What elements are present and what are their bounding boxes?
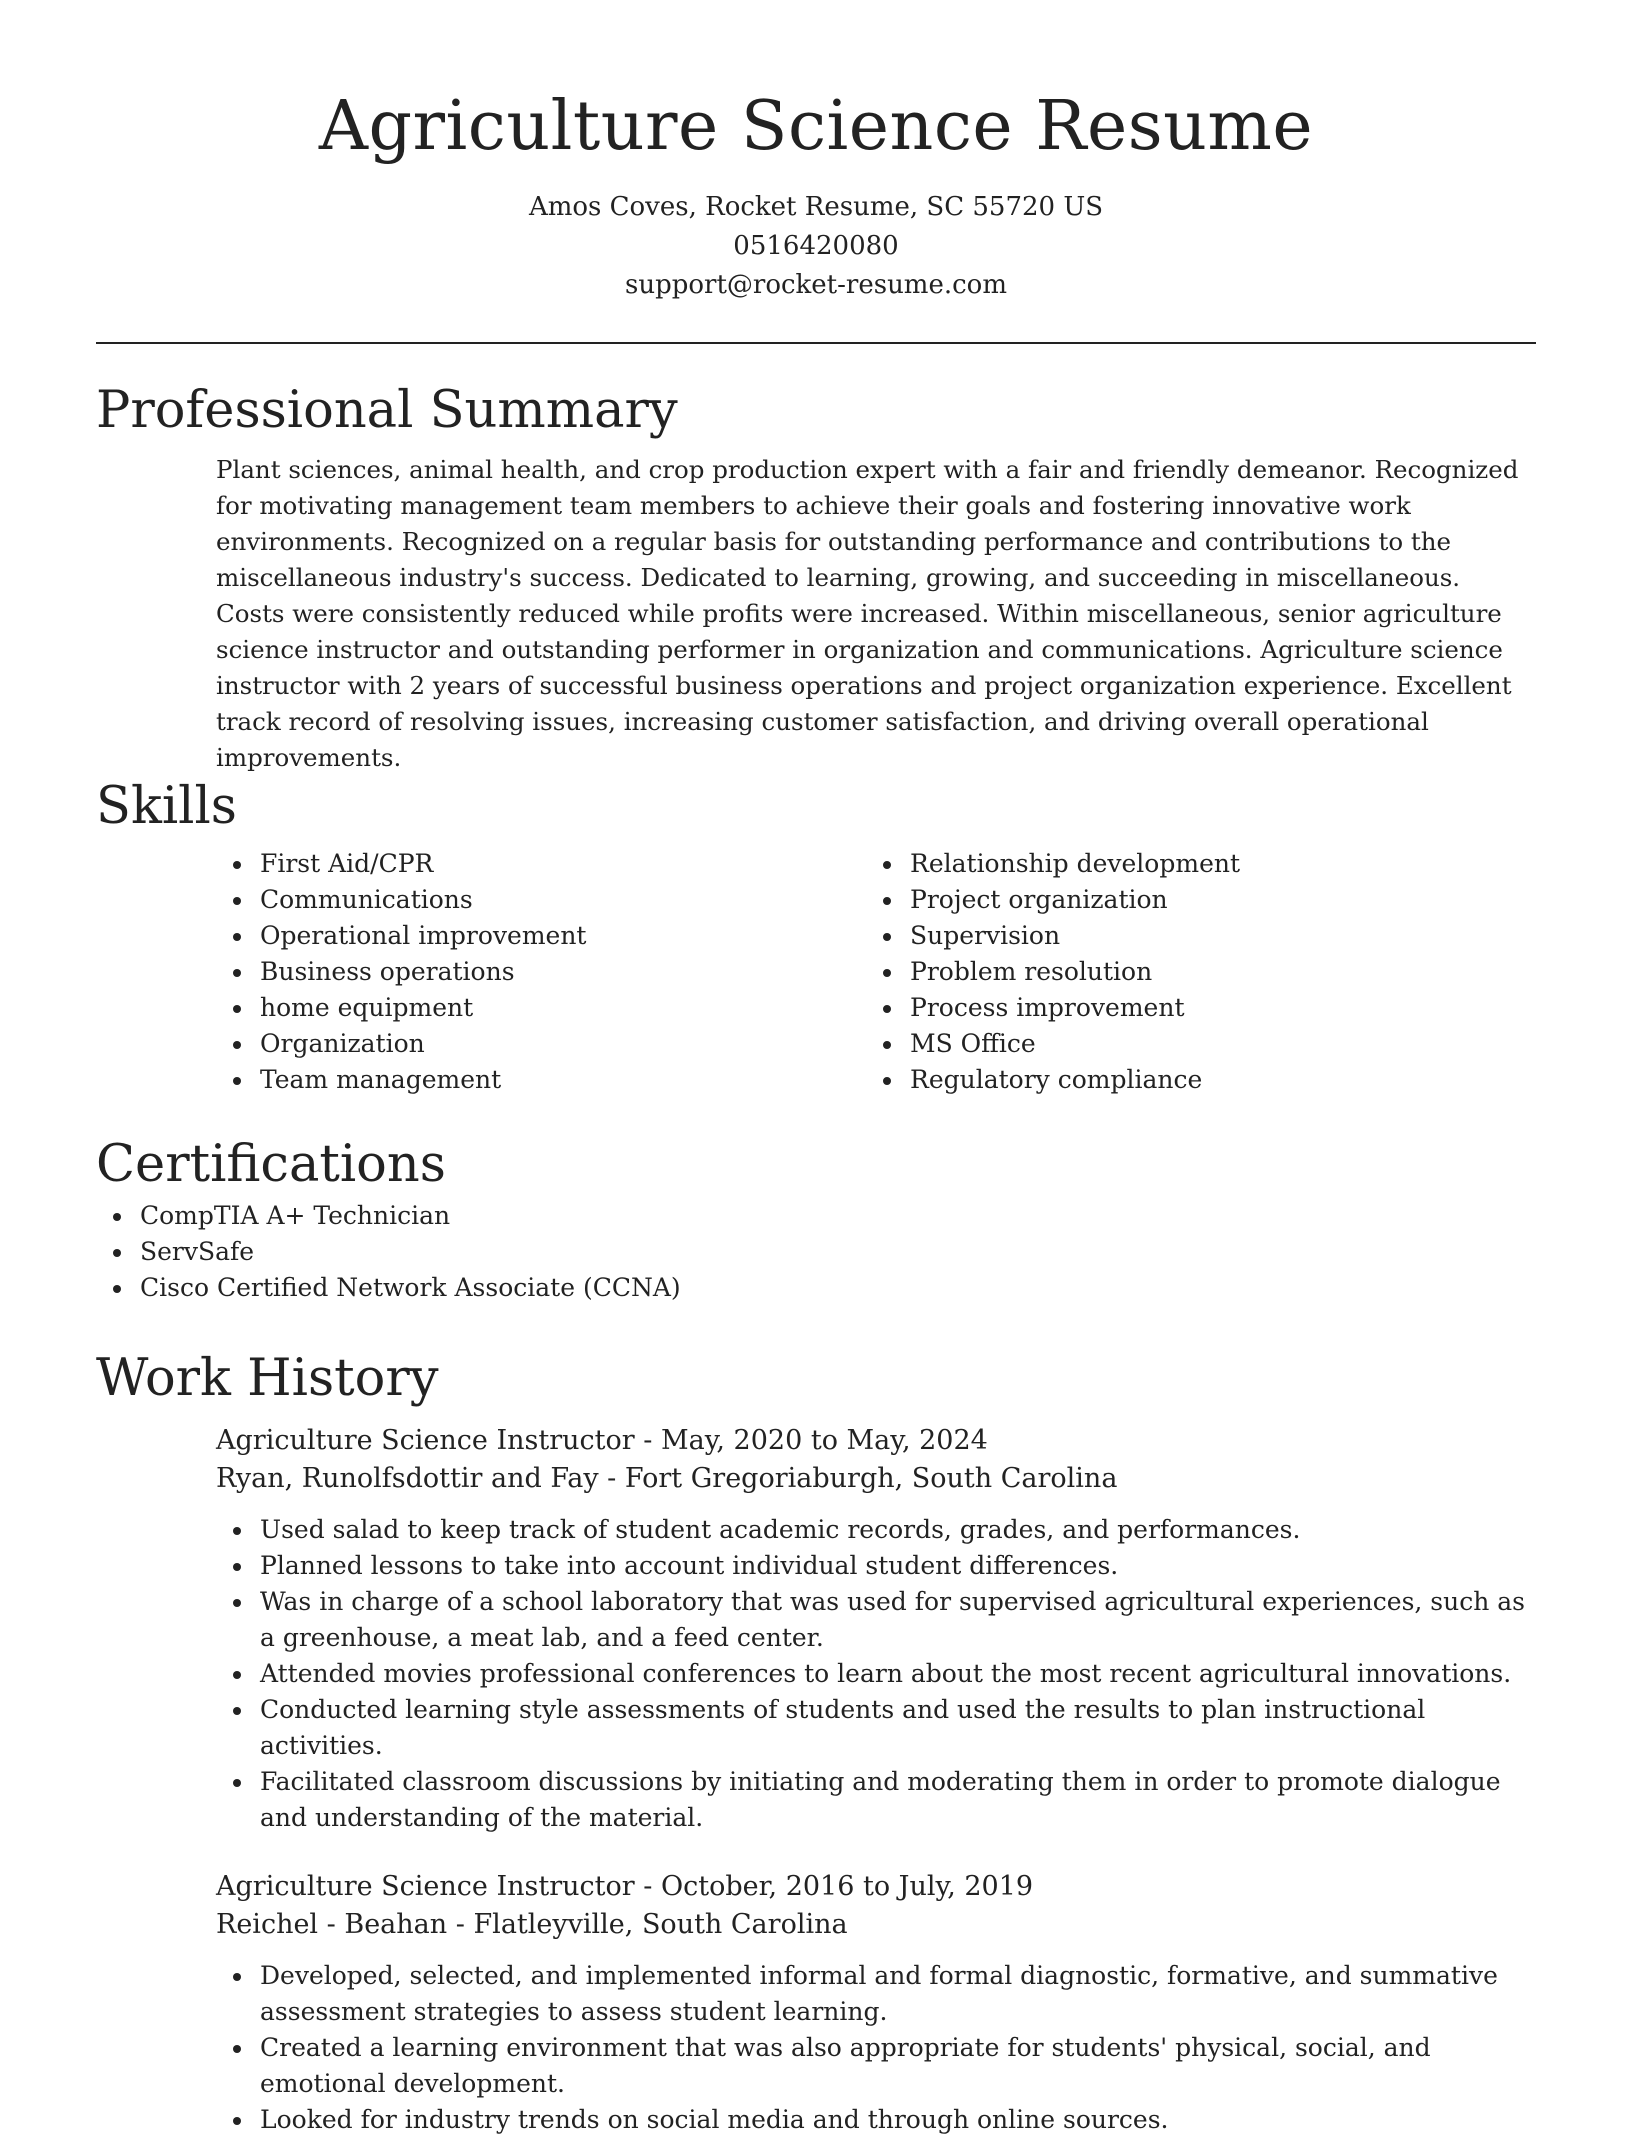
job-duties-list (216, 1958, 1536, 2138)
contact-email: support@rocket-resume.com (624, 270, 1007, 300)
skills-list-right (866, 846, 1516, 1098)
work-history-section (96, 1346, 1536, 2138)
skill-item: Relationship development (866, 846, 1516, 882)
certifications-heading: Certifications (96, 1135, 446, 1194)
job-duty: Was in charge of a school laboratory that was used for supervised agricultural experiences, such as a greenhouse, a meat lab, and a feed center. (216, 1584, 1536, 1656)
skills-list-left (216, 846, 866, 1098)
job-title: Agriculture Science Instructor (216, 1871, 635, 1902)
certification-item: Cisco Certified Network Associate (CCNA) (96, 1270, 1536, 1306)
certifications-section (96, 1132, 1536, 1306)
skill-item: Team management (216, 1062, 866, 1098)
skills-section (96, 774, 1536, 1098)
job-entry (216, 1422, 1536, 1836)
skill-item: Communications (216, 882, 866, 918)
skill-item: home equipment (216, 990, 866, 1026)
job-company: Ryan, Runolfsdottir and Fay (216, 1463, 599, 1494)
skill-item: Process improvement (866, 990, 1516, 1026)
job-company: Reichel - Beahan (216, 1909, 448, 1940)
job-duty: Facilitated classroom discussions by initiating and moderating them in order to promote dialogue and understanding of the material. (216, 1764, 1536, 1836)
job-company-line: Ryan, Runolfsdottir and Fay - Fort Gregoriaburgh, South Carolina (216, 1463, 1118, 1494)
skill-item: Supervision (866, 918, 1516, 954)
skill-item: Business operations (216, 954, 866, 990)
job-dates: May, 2020 to May, 2024 (660, 1425, 988, 1456)
job-duty: Conducted learning style assessments of students and used the results to plan instructional activities. (216, 1692, 1536, 1764)
job-duty: Looked for industry trends on social media and through online sources. (216, 2102, 1536, 2138)
resume-title: Agriculture Science Resume (318, 87, 1314, 166)
skill-item: Regulatory compliance (866, 1062, 1516, 1098)
header-divider (96, 342, 1536, 344)
skills-heading: Skills (96, 777, 237, 836)
job-duty: Attended movies professional conferences to learn about the most recent agricultural innovations. (216, 1656, 1536, 1692)
job-title: Agriculture Science Instructor (216, 1425, 635, 1456)
job-entry (216, 1868, 1536, 2138)
skill-item: Operational improvement (216, 918, 866, 954)
job-duty: Used salad to keep track of student academic records, grades, and performances. (216, 1512, 1536, 1548)
job-title-line: Agriculture Science Instructor - May, 2020 to May, 2024 (216, 1425, 988, 1456)
contact-address: Amos Coves, Rocket Resume, SC 55720 US (528, 192, 1104, 222)
skill-item: MS Office (866, 1026, 1516, 1062)
job-location: Flatleyville, South Carolina (473, 1909, 848, 1940)
summary-section (96, 378, 1536, 776)
contact-block (0, 188, 1632, 305)
summary-text: Plant sciences, animal health, and crop production expert with a fair and friendly demeanor. Recognized for motivating management team members to achieve their goals and fostering innovative work environments. Recognized on a regular basis for outstanding performance and contributions to the miscellaneous industry's success. Dedicated to learning, growing, and succeeding in miscellaneous. Costs were consistently reduced while profits were increased. Within miscellaneous, senior agriculture science instructor and outstanding performer in organization and communications. Agriculture science instructor with 2 years of successful business operations and project organization experience. Excellent track record of resolving issues, increasing customer satisfaction, and driving overall operational improvements. (216, 455, 1519, 772)
job-company-line: Reichel - Beahan - Flatleyville, South Carolina (216, 1909, 848, 1940)
job-duty: Planned lessons to take into account individual student differences. (216, 1548, 1536, 1584)
resume-header (0, 0, 1632, 305)
certification-item: CompTIA A+ Technician (96, 1198, 1536, 1234)
skill-item: Problem resolution (866, 954, 1516, 990)
job-location: Fort Gregoriaburgh, South Carolina (624, 1463, 1118, 1494)
certification-item: ServSafe (96, 1234, 1536, 1270)
skill-item: Organization (216, 1026, 866, 1062)
job-duties-list (216, 1512, 1536, 1836)
work-history-heading: Work History (96, 1349, 439, 1408)
certifications-list (96, 1198, 1536, 1306)
job-duty: Developed, selected, and implemented informal and formal diagnostic, formative, and summative assessment strategies to assess student learning. (216, 1958, 1536, 2030)
skills-columns (216, 846, 1536, 1098)
job-title-line: Agriculture Science Instructor - October, 2016 to July, 2019 (216, 1871, 1034, 1902)
skill-item: First Aid/CPR (216, 846, 866, 882)
job-duty: Created a learning environment that was also appropriate for students' physical, social, and emotional development. (216, 2030, 1536, 2102)
summary-heading: Professional Summary (96, 381, 678, 440)
contact-phone: 0516420080 (733, 231, 899, 261)
job-dates: October, 2016 to July, 2019 (660, 1871, 1034, 1902)
skill-item: Project organization (866, 882, 1516, 918)
